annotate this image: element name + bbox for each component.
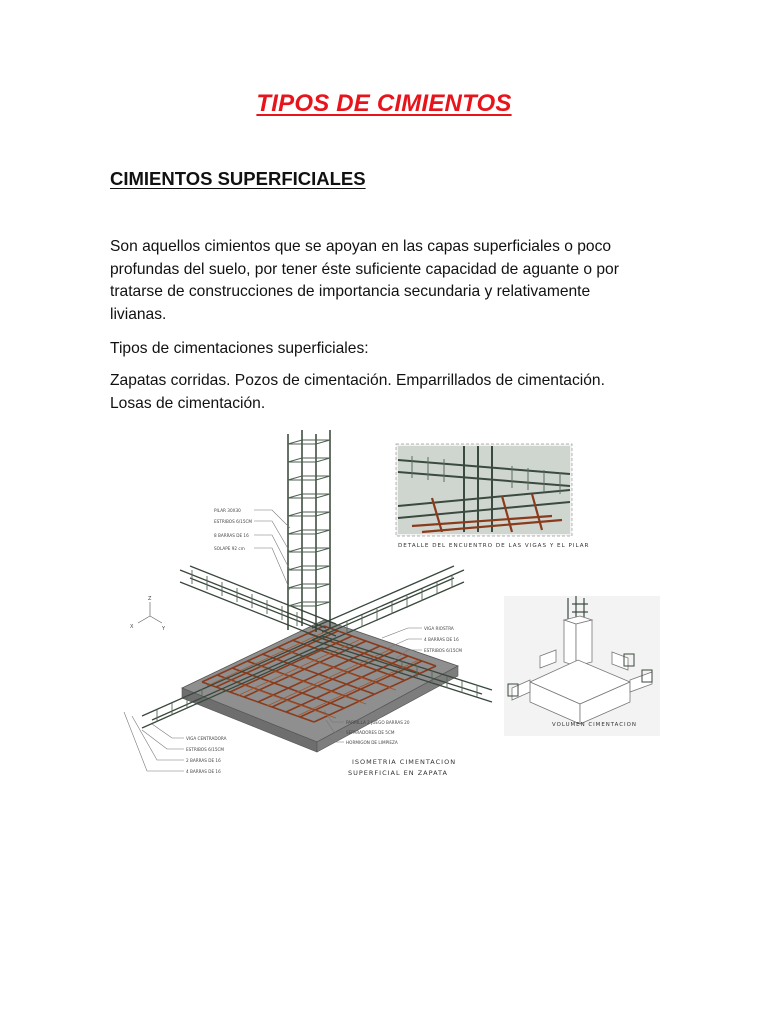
label-4-barras: 4 BARRAS DE 16 — [186, 769, 221, 774]
label-estribos-pilar: ESTRIBOS 6/15CM — [214, 519, 253, 524]
label-pilar: PILAR 30X30 — [214, 508, 241, 513]
label-2-barras: 2 BARRAS DE 16 — [186, 758, 221, 763]
label-parrilla: PARRILLA 2 JUEGO BARRAS 20 — [346, 720, 410, 725]
label-barras-riostra: 4 BARRAS DE 16 — [424, 637, 459, 642]
label-hormigon-limpieza: HORMIGON DE LIMPIEZA — [346, 740, 398, 745]
axis-gizmo — [138, 602, 162, 623]
axis-y-label: Y — [162, 626, 166, 632]
label-solape: SOLAPE 92 cm — [214, 546, 245, 551]
label-viga-riostra: VIGA RIOSTRA — [424, 626, 454, 631]
caption-detail: DETALLE DEL ENCUENTRO DE LAS VIGAS Y EL PILAR — [398, 543, 590, 549]
volume-inset — [504, 596, 660, 736]
types-list-paragraph: Zapatas corridas. Pozos de cimentación. Emparrillados de cimentación. Losas de cimentación. — [110, 372, 605, 412]
intro-paragraph: Son aquellos cimientos que se apoyan en las capas superficiales o poco profundas del suelo, por tener éste suficiente capacidad de aguante o por tratarse de construcciones de importancia secundaria y relativamente livianas. — [110, 238, 619, 323]
foundation-illustration — [112, 420, 660, 786]
detail-inset — [396, 444, 589, 549]
section-heading: CIMIENTOS SUPERFICIALES — [110, 168, 366, 189]
page-title: TIPOS DE CIMIENTOS — [256, 90, 512, 117]
types-heading-paragraph: Tipos de cimentaciones superficiales: — [110, 340, 369, 357]
caption-main-line-1: ISOMETRIA CIMENTACION — [352, 758, 457, 766]
label-barras-pilar: 8 BARRAS DE 16 — [214, 533, 249, 538]
label-estribos-centradora: ESTRIBOS 6/15CM — [186, 747, 225, 752]
axis-x-label: X — [130, 624, 134, 630]
label-estribos-riostra: ESTRIBOS 6/15CM — [424, 648, 463, 653]
axis-z-label: Z — [148, 596, 152, 602]
label-viga-centradora: VIGA CENTRADORA — [186, 736, 227, 741]
label-separadores: SEPARADORES DE 5CM — [346, 730, 395, 735]
caption-volume: VOLUMEN CIMENTACION — [552, 722, 637, 728]
caption-main-line-2: SUPERFICIAL EN ZAPATA — [348, 769, 448, 777]
